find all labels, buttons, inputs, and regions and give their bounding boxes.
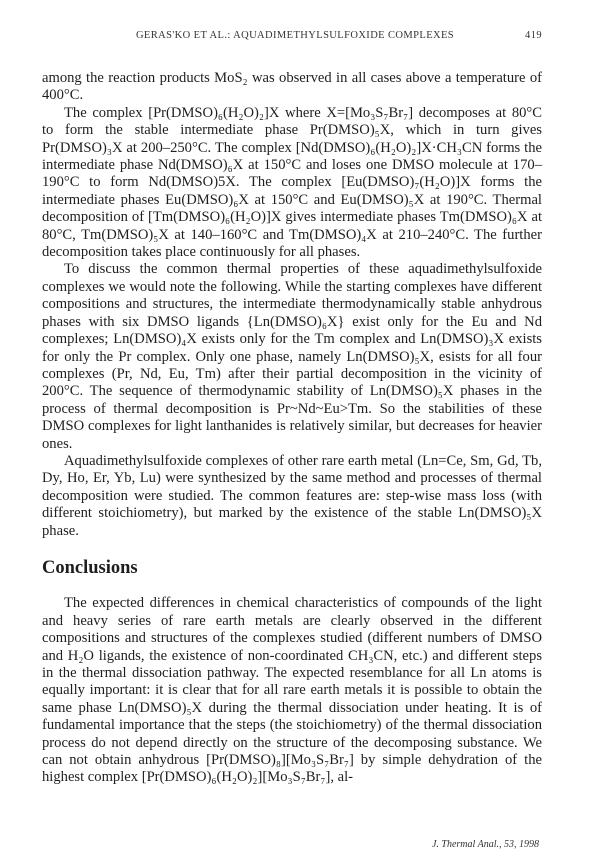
paragraph-decomposition-pathways: The complex [Pr(DMSO)₆(H₂O)₂]X where X=[Mo₃S₇Br₇] decomposes at 80°C to form the stable intermediate phase Pr(DMSO)₅X, which in turn gives Pr(DMSO)₃X at 200–250°C. The complex [Nd(DMSO)₆(H₂O)₂]X·CH₃CN forms the intermediate phase Nd(DMSO)₆X at 150°C and loses one DMSO molecule at 170–190°C to form Nd(DMSO)5X. The complex [Eu(DMSO)₇(H₂O)]X forms the intermediate phases Eu(DMSO)₆X at 150°C and Eu(DMSO)₅X at 190°C. Thermal decomposition of [Tm(DMSO)₆(H₂O)]X gives intermediate phases Tm(DMSO)₆X at 80°C, Tm(DMSO)₅X at 140–160°C and Tm(DMSO)₄X at 210–240°C. The further decomposition takes place continuously for all phases. [42,104,542,261]
section-heading-conclusions: Conclusions [42,557,138,578]
journal-footer: J. Thermal Anal., 53, 1998 [431,839,539,850]
running-head [60,30,542,41]
article-body [42,70,542,787]
paragraph-continuation: among the reaction products MoS₂ was observed in all cases above a temperature of 400°C. [42,70,542,104]
paragraph-conclusions: The expected differences in chemical characteristics of compounds of the light and heavy series of rare earth metals are clearly observed in the different compositions and structures of the complexes studied (different numbers of DMSO and H₂O ligands, the existence of non-coordinated CH₃CN, etc.) and different steps in the thermal dissociation pathway. The expected resemblance for all Ln atoms is equally important: it is clear that for all rare earth metals it is possible to obtain the same phase Ln(DMSO)₅X during the thermal dissociation under heating. It is of fundamental importance that the steps (the stoichiometry) of the thermal dissociation process do not depend directly on the structure of the decomposing substance. We can not obtain anhydrous [Pr(DMSO)₈][Mo₃S₇Br₇] by simple dehydration of the highest complex [Pr(DMSO)₆(H₂O)₂][Mo₃S₇Br₇], al- [42,595,542,786]
page-number: 419 [525,30,542,41]
paragraph-other-rare-earths: Aquadimethylsulfoxide complexes of other rare earth metal (Ln=Ce, Sm, Gd, Tb, Dy, Ho, Er, Yb, Lu) were synthesized by the same method and processes of thermal decomposition were studied. The common features are: step-wise mass loss (with different stoichiometry), but marked by the existence of the stable Ln(DMSO)₅X phase. [42,452,542,539]
paragraph-common-properties: To discuss the common thermal properties of these aquadimethylsulfoxide complexes we would note the following. While the starting complexes have different compositions and structures, the intermediate thermodynamically stable anhydrous phases with six DMSO ligands {Ln(DMSO)₆X} exist only for the Eu and Nd complexes; Ln(DMSO)₄X exists only for the Tm complex and Ln(DMSO)₃X exists for only the Pr complex. Only one phase, namely Ln(DMSO)₅X, esists for all four complexes (Pr, Nd, Eu, Tm) after their partial decomposition in the vicinity of 200°C. The sequence of thermodynamic stability of Ln(DMSO)₅X phases in the process of thermal decomposition is Pr~Nd~Eu>Tm. So the stabilities of these DMSO complexes for light lanthanides is relatively similar, but decreases for heavier ones. [42,261,542,452]
running-title: GERAS'KO ET AL.: AQUADIMETHYLSULFOXIDE COMPLEXES [135,30,455,41]
